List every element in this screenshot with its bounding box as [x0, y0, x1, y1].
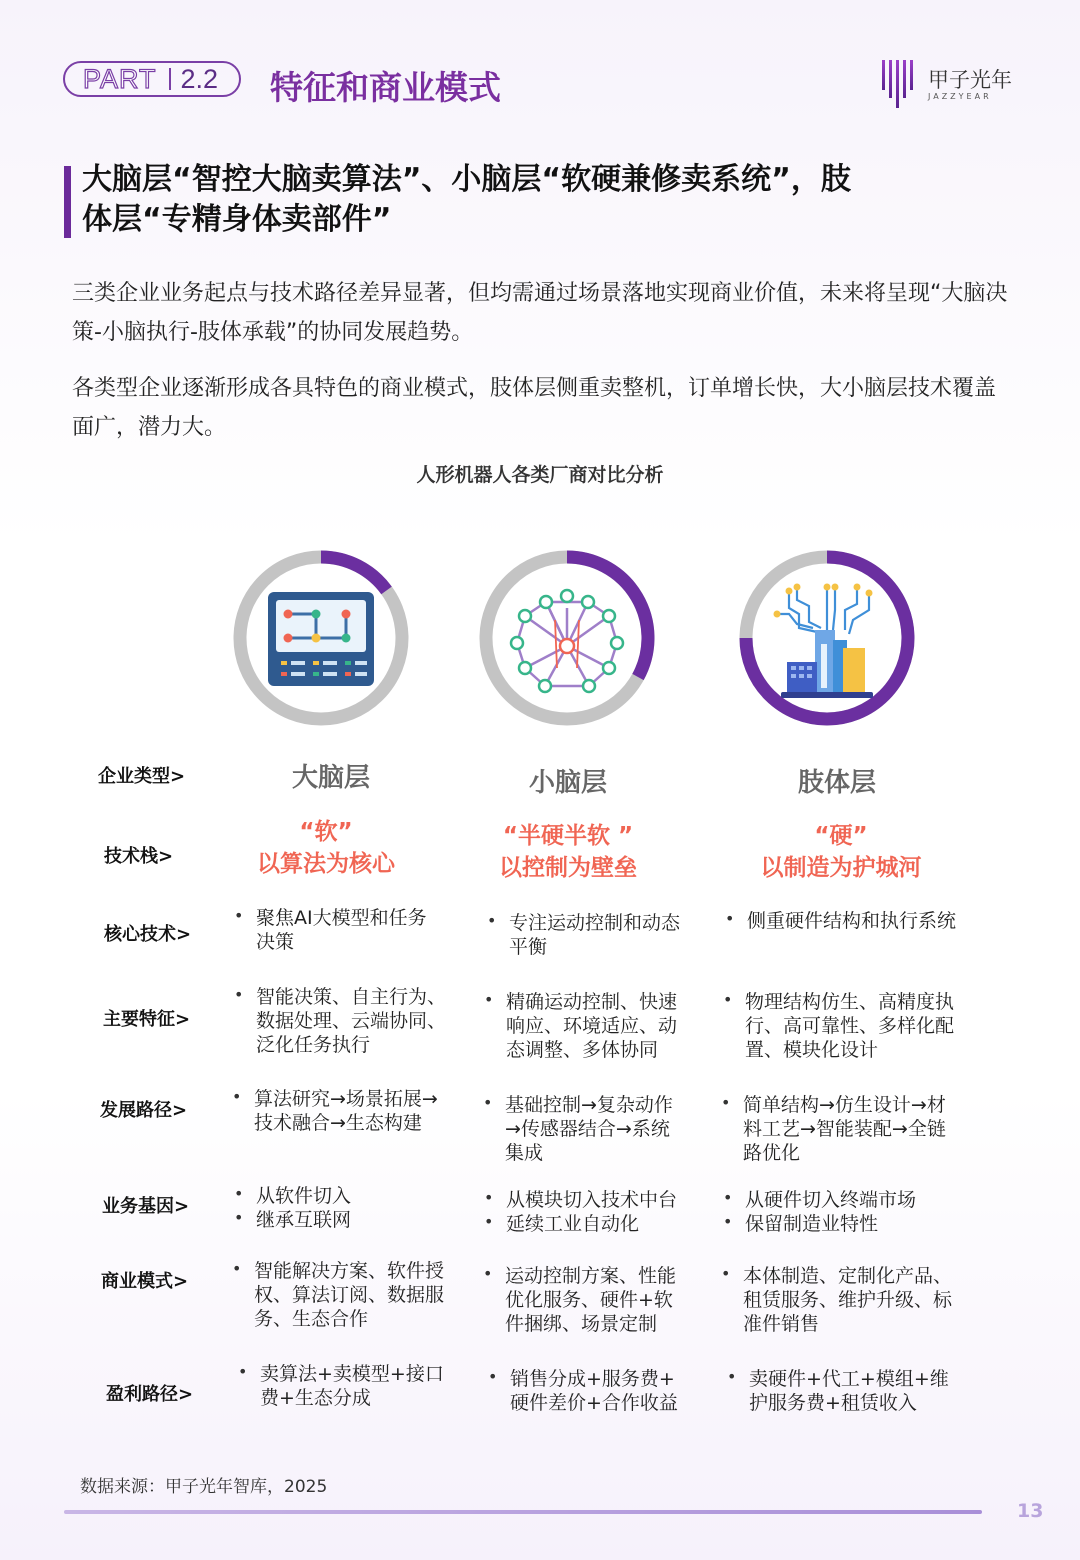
brain-layer-ring: [231, 548, 411, 728]
row-label-type: 企业类型>: [98, 766, 186, 787]
logo-text: 甲子光年: [928, 68, 1012, 92]
stack-brain-tag: “软”: [299, 819, 353, 845]
features-brain: [232, 985, 462, 1057]
bullet-item: • 销售分成+服务费+ 硬件差价+合作收益: [486, 1367, 716, 1415]
stack-brain-desc: 以算法为核心: [257, 851, 395, 877]
bullet-item: • 保留制造业特性: [721, 1212, 981, 1236]
brand-logo: [880, 58, 1020, 108]
core-tech-brain: [232, 906, 457, 954]
row-label-profit: 盈利路径>: [106, 1384, 194, 1405]
dashboard-screen-icon: [268, 592, 374, 686]
stack-cerebellum-desc: 以控制为壁垒: [499, 855, 637, 881]
logo-mark-icon: [880, 58, 920, 110]
heading-accent-bar: [64, 166, 71, 238]
row-label-path: 发展路径>: [100, 1100, 188, 1121]
row-label-stack: 技术栈>: [104, 846, 174, 867]
section-heading: [82, 160, 982, 240]
intro-paragraph-2: 各类型企业逐渐形成各具特色的商业模式，肢体层侧重卖整机，订单增长快，大小脑层技术覆盖面广，潜力大。: [72, 376, 997, 440]
bullet-item: • 卖硬件+代工+模组+维 护服务费+租赁收入: [725, 1367, 985, 1415]
stack-limb-desc: 以制造为护城河: [760, 855, 922, 881]
bullet-item: • 基础控制→复杂动作 →传感器结合→系统 集成: [481, 1093, 711, 1165]
path-brain: [230, 1087, 465, 1135]
section-heading-line2: 体层“专精身体卖部件”: [82, 202, 392, 237]
footer-divider: [64, 1510, 982, 1514]
bullet-item: • 智能解决方案、软件授 权、算法订阅、数据服 务、生态合作: [230, 1259, 465, 1331]
comparison-title: 人形机器人各类厂商对比分析: [416, 464, 664, 486]
path-limb: [719, 1093, 979, 1165]
bullet-item: • 从硬件切入终端市场: [721, 1188, 981, 1212]
part-divider: [169, 68, 171, 90]
intro-paragraph-1: 三类企业业务起点与技术路径差异显著，但均需通过场景落地实现商业价值，未来将呈现“大脑决策-小脑执行-肢体承载”的协同发展趋势。: [72, 281, 1008, 345]
profit-brain: [236, 1362, 466, 1410]
stack-limb: [711, 820, 971, 884]
column-title-limb: 肢体层: [797, 768, 876, 798]
bullet-item: • 从软件切入: [232, 1184, 462, 1208]
profit-limb: [725, 1367, 985, 1415]
bullet-item: • 物理结构仿生、高精度执 行、高可靠性、多样化配 置、模块化设计: [721, 990, 981, 1062]
features-cerebellum: [482, 990, 712, 1062]
gene-cerebellum: [482, 1188, 712, 1236]
data-source: 数据来源：甲子光年智库，2025: [80, 1477, 328, 1497]
stack-limb-tag: “硬”: [814, 823, 868, 849]
bullet-item: • 侧重硬件结构和执行系统: [723, 909, 978, 933]
cerebellum-layer-ring: [477, 548, 657, 728]
bullet-item: • 本体制造、定制化产品、 租赁服务、维护升级、标 准件销售: [719, 1264, 979, 1336]
stack-cerebellum-tag: “半硬半软 ”: [502, 823, 634, 849]
bullet-item: • 聚焦AI大模型和任务 决策: [232, 906, 457, 954]
features-limb: [721, 990, 981, 1062]
bullet-item: • 专注运动控制和动态 平衡: [485, 911, 715, 959]
core-tech-limb: [723, 909, 978, 933]
part-number: 2.2: [180, 63, 219, 94]
row-label-features: 主要特征>: [103, 1009, 191, 1030]
gene-limb: [721, 1188, 981, 1236]
part-label: PART: [83, 63, 157, 94]
bullet-item: • 精确运动控制、快速 响应、环境适应、动 态调整、多体协同: [482, 990, 712, 1062]
bullet-item: • 智能决策、自主行为、 数据处理、云端协同、 泛化任务执行: [232, 985, 462, 1057]
stack-cerebellum: [438, 820, 698, 884]
bullet-item: • 简单结构→仿生设计→材 料工艺→智能装配→全链 路优化: [719, 1093, 979, 1165]
page-title: 特征和商业模式: [270, 68, 501, 107]
bullet-item: • 继承互联网: [232, 1208, 462, 1232]
bullet-item: • 运动控制方案、性能 优化服务、硬件+软 件捆绑、场景定制: [481, 1264, 711, 1336]
row-label-model: 商业模式>: [101, 1271, 189, 1292]
bullet-item: • 从模块切入技术中台: [482, 1188, 712, 1212]
path-cerebellum: [481, 1093, 711, 1165]
row-label-gene: 业务基因>: [102, 1196, 190, 1217]
profit-cerebellum: [486, 1367, 716, 1415]
model-brain: [230, 1259, 465, 1331]
hardware-building-icon: [774, 584, 874, 699]
limb-layer-ring: [737, 548, 917, 728]
ring-progress-arc: [321, 557, 387, 590]
bullet-item: • 算法研究→场景拓展→ 技术融合→生态构建: [230, 1087, 465, 1135]
neural-network-icon: [511, 590, 623, 692]
logo-subtext: JAZZYEAR: [928, 92, 992, 101]
stack-brain: [196, 816, 456, 880]
bullet-item: • 延续工业自动化: [482, 1212, 712, 1236]
core-tech-cerebellum: [485, 911, 715, 959]
part-badge: [63, 61, 241, 97]
bullet-item: • 卖算法+卖模型+接口 费+生态分成: [236, 1362, 466, 1410]
column-title-cerebellum: 小脑层: [528, 768, 607, 798]
row-label-core: 核心技术>: [104, 924, 192, 945]
gene-brain: [232, 1184, 462, 1232]
model-limb: [719, 1264, 979, 1336]
page-number: 13: [1017, 1500, 1044, 1522]
column-title-brain: 大脑层: [291, 763, 370, 793]
section-heading-line1: 大脑层“智控大脑卖算法”、小脑层“软硬兼修卖系统”，肢: [82, 162, 851, 197]
model-cerebellum: [481, 1264, 711, 1336]
